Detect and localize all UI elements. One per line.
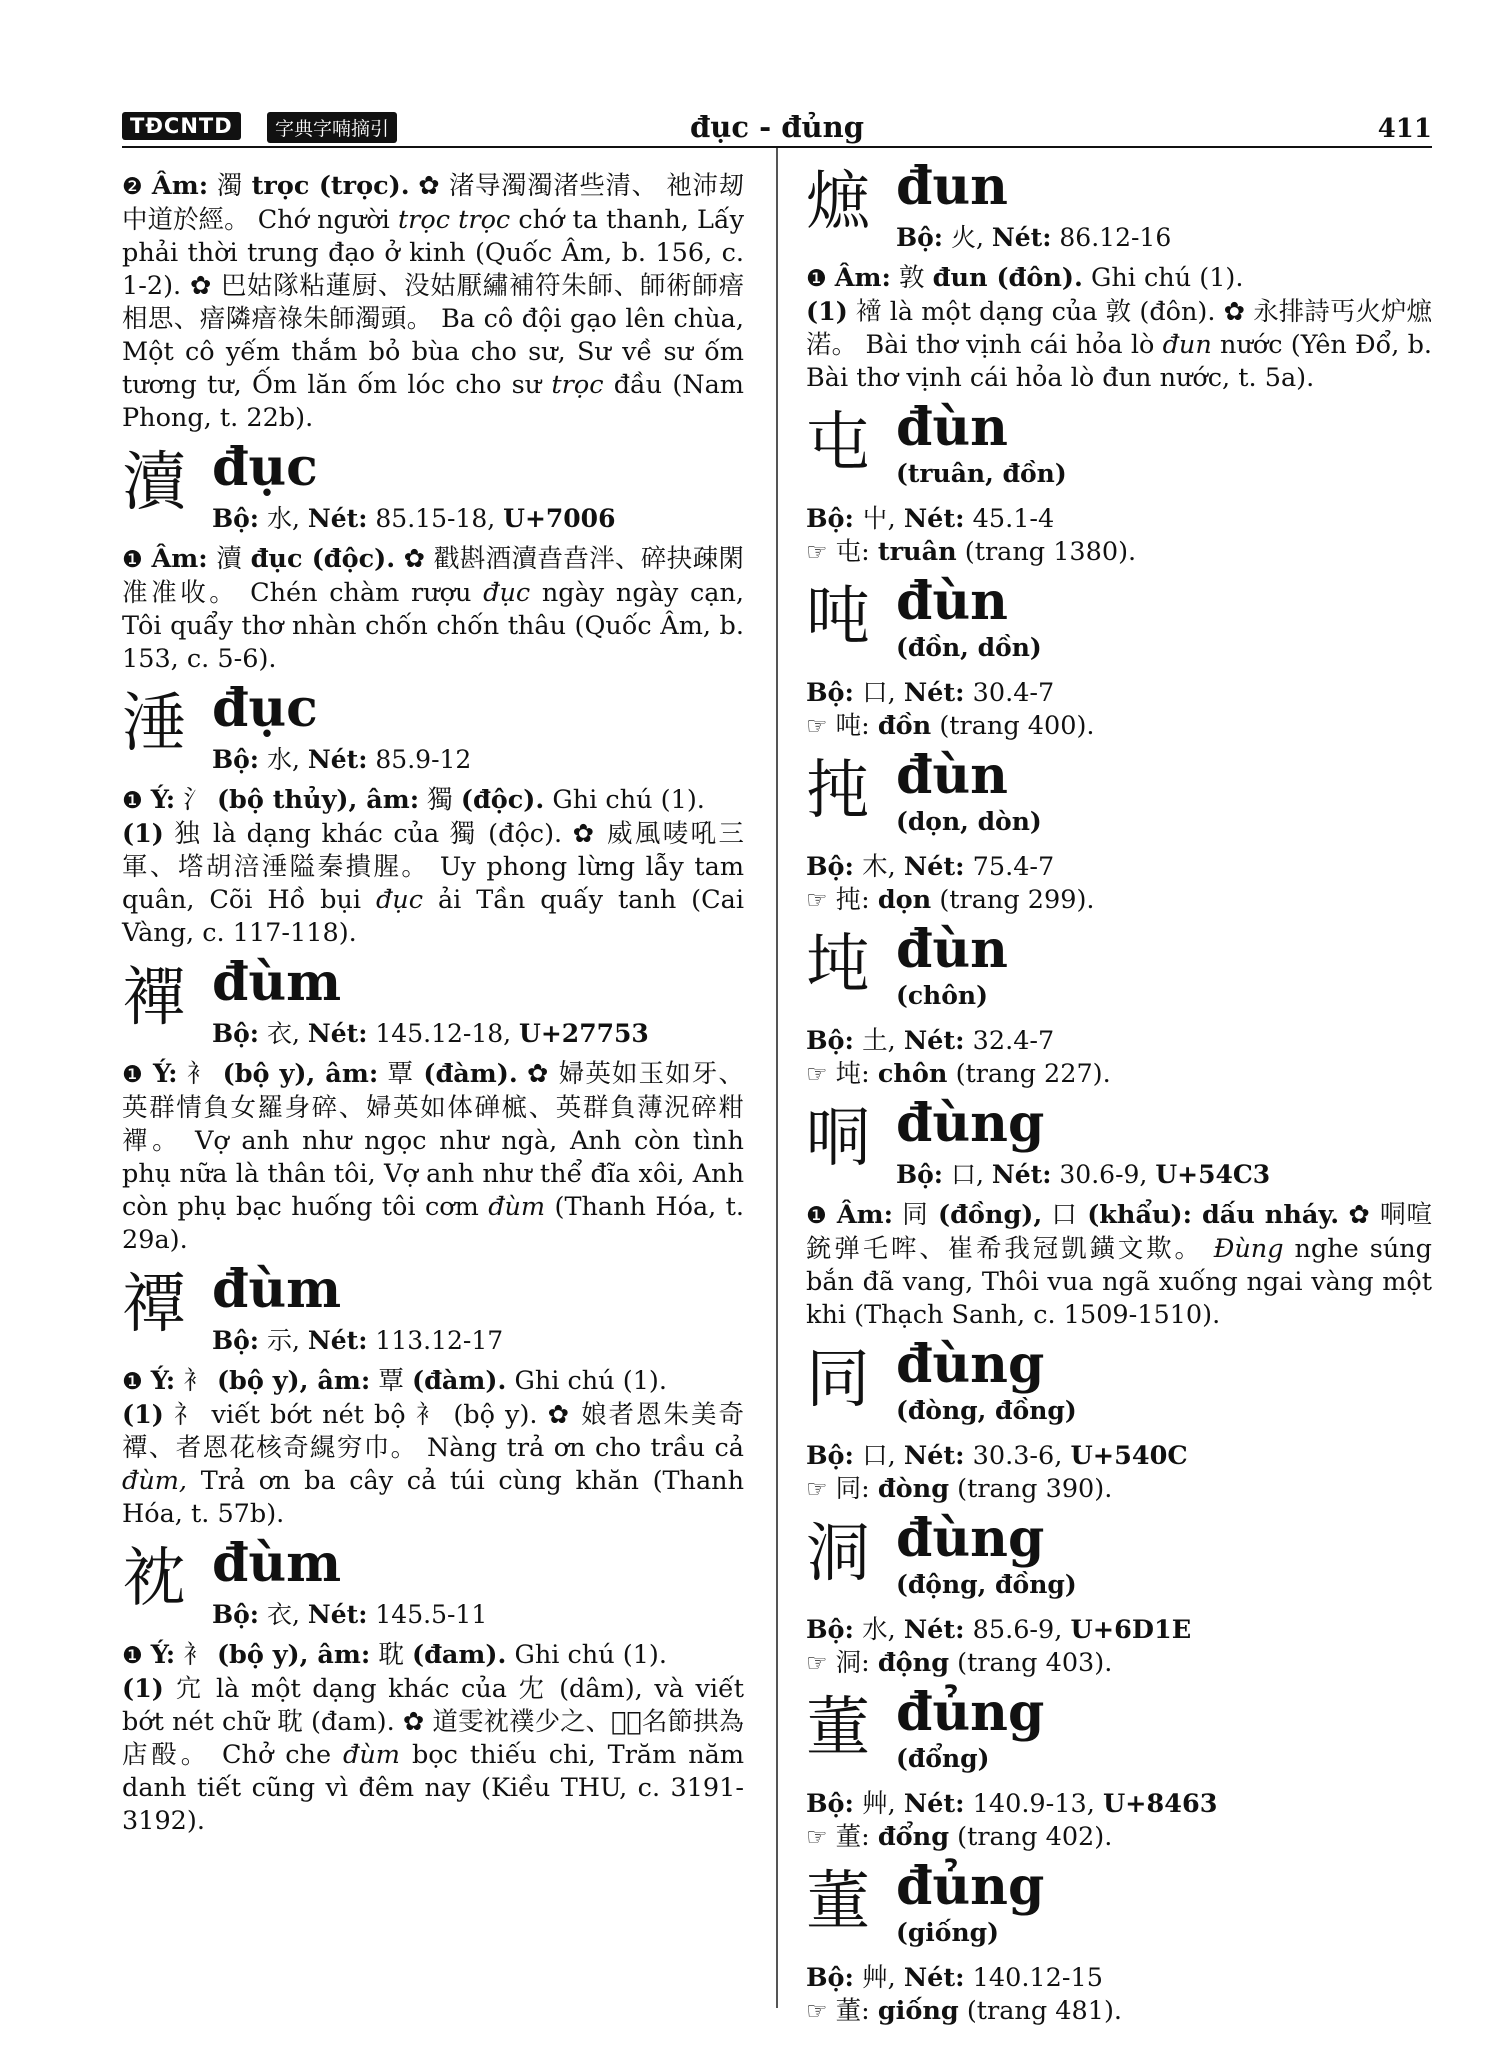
pointing-hand-icon: ☞ — [806, 1649, 828, 1677]
radical-strokes: Bộ: 土, Nét: 32.4-7 — [806, 1026, 1055, 1056]
page-number: 411 — [1377, 114, 1432, 144]
cross-reference[interactable]: ☞ 董: đổng (trang 402). — [806, 1822, 1113, 1852]
radical-strokes: Bộ: 衣, Nét: 145.5-11 — [212, 1600, 488, 1629]
cross-reference[interactable]: ☞ 同: đòng (trang 390). — [806, 1474, 1113, 1504]
alternate-readings: (đòng, đồng) — [896, 1396, 1077, 1425]
headword: đun — [896, 156, 1008, 217]
entry-body: ❶ Ý: 衤 (bộ y), âm: 覃 (đàm). Ghi chú (1). — [122, 1366, 667, 1396]
pointing-hand-icon: ☞ — [806, 538, 828, 566]
entry-dung-3 — [806, 1508, 1432, 1680]
running-title: đục - đủng — [690, 110, 864, 144]
right-column — [806, 156, 1433, 2028]
entry-body: ❶ Âm: 同 (đồng), 口 (khẩu): dấu nháy. ✿ 哃喧銃弹乇哰、崔希我冠凱鐄文欺。 Đùng nghe súng bắn đã vang, Thôi vua ngã xuống ngai vàng một khi (Thạch Sanh, c. 1509-1510). — [806, 1200, 1433, 1330]
radical-strokes: Bộ: 口, Nét: 30.6-9, U+54C3 — [896, 1160, 1271, 1189]
alternate-readings: (giống) — [896, 1918, 999, 1947]
entry-dun-1 — [806, 156, 1433, 395]
radical-strokes: Bộ: 艸, Nét: 140.12-15 — [806, 1963, 1103, 1993]
headword: đục — [212, 437, 318, 498]
headword: đủng — [896, 1856, 1045, 1917]
radical-strokes: Bộ: 火, Nét: 86.12-16 — [896, 223, 1172, 252]
pointing-hand-icon: ☞ — [806, 886, 828, 914]
headword-character: 襌 — [122, 961, 186, 1035]
pointing-hand-icon: ☞ — [806, 1475, 828, 1503]
entry-duc-1 — [122, 437, 745, 676]
headword: đùn — [896, 745, 1008, 806]
headword: đùng — [896, 1508, 1045, 1569]
headword-character: 涶 — [122, 687, 186, 761]
entry-body: ❶ Âm: 瀆 đục (độc). ✿ 戳斟酒瀆㫩㫩泮、碎抉疎閑准准收。 Chén chàm rượu đục ngày ngày cạn, Tôi quẩy thơ nhàn chốn chốn thâu (Quốc Âm, b. 153, c. 5-6). — [122, 544, 745, 674]
headword-character: 董 — [806, 1865, 870, 1939]
headword: đùm — [212, 952, 342, 1013]
headword-character: 哃 — [806, 1102, 870, 1176]
radical-strokes: Bộ: 衣, Nét: 145.12-18, U+27753 — [212, 1019, 649, 1048]
pointing-hand-icon: ☞ — [806, 1060, 828, 1088]
radical-strokes: Bộ: 艸, Nét: 140.9-13, U+8463 — [806, 1789, 1218, 1819]
entry-body: ❶ Ý: 氵 (bộ thủy), âm: 獨 (độc). Ghi chú (1). — [122, 785, 705, 815]
radical-strokes: Bộ: 水, Nét: 85.15-18, U+7006 — [212, 504, 616, 533]
alternate-readings: (truân, đồn) — [896, 459, 1067, 488]
cross-reference[interactable]: ☞ 坉: chôn (trang 227). — [806, 1059, 1111, 1089]
entry-dun-4 — [806, 745, 1432, 917]
publication-logo: TĐCNTD — [122, 112, 241, 140]
alternate-readings: (chôn) — [896, 981, 988, 1010]
entry-dun-2 — [806, 397, 1432, 569]
headword: đùm — [212, 1533, 342, 1594]
headword-character: 同 — [806, 1343, 870, 1417]
entry-note: (1) 𧝐 là một dạng của 敦 (đôn). ✿ 永排詩丐火炉熫渃。 Bài thơ vịnh cái hỏa lò đun nước (Yên Đổ, b. Bài thơ vịnh cái hỏa lò đun nước, t. 5a). — [806, 297, 1433, 393]
alternate-readings: (đổng) — [896, 1744, 990, 1773]
entry-dum-2 — [122, 1259, 744, 1531]
headword-character: 吨 — [806, 580, 870, 654]
headword-character: 扽 — [806, 754, 870, 828]
headword-character: 衴 — [122, 1542, 186, 1616]
headword-character: 瀆 — [122, 446, 186, 520]
cross-reference[interactable]: ☞ 洞: động (trang 403). — [806, 1648, 1113, 1678]
alternate-readings: (đồn, dồn) — [896, 633, 1042, 662]
headword: đủng — [896, 1682, 1045, 1743]
continued-entry: ❷ Âm: 濁 trọc (trọc). ✿ 渚导濁濁渚些清、 祂沛刼中道於經。 Chớ người trọc trọc chớ ta thanh, Lấy phải thời trung đạo ở kinh (Quốc Âm, b. 156, c. 1-2). ✿ 巴姑隊粘蓮厨、没姑厭繡補符朱師、師術師瘖相思、瘖隣瘖祿朱師濁頭。 Ba cô đội gạo lên chùa, Một cô yếm thắm bỏ bùa cho sư, Sư về sư ốm tương tư, Ốm lăn ốm lóc cho sư trọc đầu (Nam Phong, t. 22b). — [122, 171, 745, 433]
entry-dung-4 — [806, 1682, 1432, 1854]
pointing-hand-icon: ☞ — [806, 1823, 828, 1851]
entry-dung-1 — [806, 1093, 1433, 1332]
headword: đùng — [896, 1093, 1045, 1154]
headword-character: 熫 — [806, 165, 870, 239]
entry-dum-1 — [122, 952, 745, 1257]
radical-strokes: Bộ: 木, Nét: 75.4-7 — [806, 852, 1055, 882]
headword-character: 董 — [806, 1691, 870, 1765]
entry-note: (1) 礻 viết bớt nét bộ 衤 (bộ y). ✿ 娘者恩朱美奇禫、者恩花核奇繉穷巾。 Nàng trả ơn cho trầu cả đùm, Trả ơn ba cây cả túi cùng khăn (Thanh Hóa, t. 57b). — [122, 1400, 744, 1529]
cross-reference[interactable]: ☞ 董: giống (trang 481). — [806, 1996, 1123, 2026]
headword: đùn — [896, 571, 1008, 632]
entry-note: (1) 宂 là một dạng khác của 冘 (dâm), và viết bớt nét chữ 耽 (đam). ✿ 道雯衴襆少之、𢆥𢃱名節拱為店酘。 Chở che đùm bọc thiếu chi, Trăm năm danh tiết cũng vì đêm nay (Kiều THU, c. 3191-3192). — [122, 1674, 745, 1836]
headword: đục — [212, 678, 318, 739]
cross-reference[interactable]: ☞ 屯: truân (trang 1380). — [806, 537, 1137, 567]
entry-dum-3 — [122, 1533, 745, 1838]
pointing-hand-icon: ☞ — [806, 712, 828, 740]
headword: đùng — [896, 1334, 1045, 1395]
alternate-readings: (dọn, dòn) — [896, 807, 1042, 836]
entry-dun-5 — [806, 919, 1432, 1091]
entry-dung-2 — [806, 1334, 1432, 1506]
headword: đùm — [212, 1259, 342, 1320]
entry-duc-2 — [122, 678, 745, 950]
cross-reference[interactable]: ☞ 扽: dọn (trang 299). — [806, 885, 1095, 915]
entry-body: ❶ Ý: 衤 (bộ y), âm: 耽 (đam). Ghi chú (1). — [122, 1640, 667, 1670]
entry-body: ❶ Âm: 敦 đun (đôn). Ghi chú (1). — [806, 263, 1244, 293]
headword-character: 禫 — [122, 1268, 186, 1342]
headword-character: 坉 — [806, 928, 870, 1002]
entry-dun-3 — [806, 571, 1432, 743]
headword: đùn — [896, 397, 1008, 458]
pointing-hand-icon: ☞ — [806, 1997, 828, 2025]
cross-reference[interactable]: ☞ 吨: đồn (trang 400). — [806, 711, 1095, 741]
headword-character: 屯 — [806, 406, 870, 480]
radical-strokes: Bộ: 口, Nét: 30.3-6, U+540C — [806, 1441, 1188, 1471]
entry-note: (1) 独 là dạng khác của 獨 (độc). ✿ 威風唛吼三軍、㙮胡涪涶隘秦撌腥。 Uy phong lừng lẫy tam quân, Cõi Hồ bụi đục ải Tần quấy tanh (Cai Vàng, c. 117-118). — [122, 819, 745, 948]
radical-strokes: Bộ: 水, Nét: 85.9-12 — [212, 745, 472, 774]
column-divider — [776, 148, 778, 2008]
entry-body: ❶ Ý: 衤 (bộ y), âm: 覃 (đàm). ✿ 婦英如玉如牙、英群情負女羅身碎、婦英如体䃅㭽、英群負薄況碎粓襌。 Vợ anh như ngọc như ngà, Anh còn tình phụ nữa là thân tôi, Vợ anh như thể đĩa xôi, Anh còn phụ bạc huống tôi cơm đùm (Thanh Hóa, t. 29a). — [122, 1059, 745, 1255]
radical-strokes: Bộ: 口, Nét: 30.4-7 — [806, 678, 1055, 708]
headword: đùn — [896, 919, 1008, 980]
radical-strokes: Bộ: 示, Nét: 113.12-17 — [212, 1326, 504, 1355]
entry-dung-5 — [806, 1856, 1432, 2028]
han-nom-logo: 字典字喃摘引 — [267, 112, 397, 143]
radical-strokes: Bộ: 屮, Nét: 45.1-4 — [806, 504, 1055, 534]
left-column — [122, 170, 744, 1838]
headword-character: 洞 — [806, 1517, 870, 1591]
radical-strokes: Bộ: 水, Nét: 85.6-9, U+6D1E — [806, 1615, 1192, 1645]
alternate-readings: (động, đồng) — [896, 1570, 1077, 1599]
page-header — [122, 108, 1432, 148]
